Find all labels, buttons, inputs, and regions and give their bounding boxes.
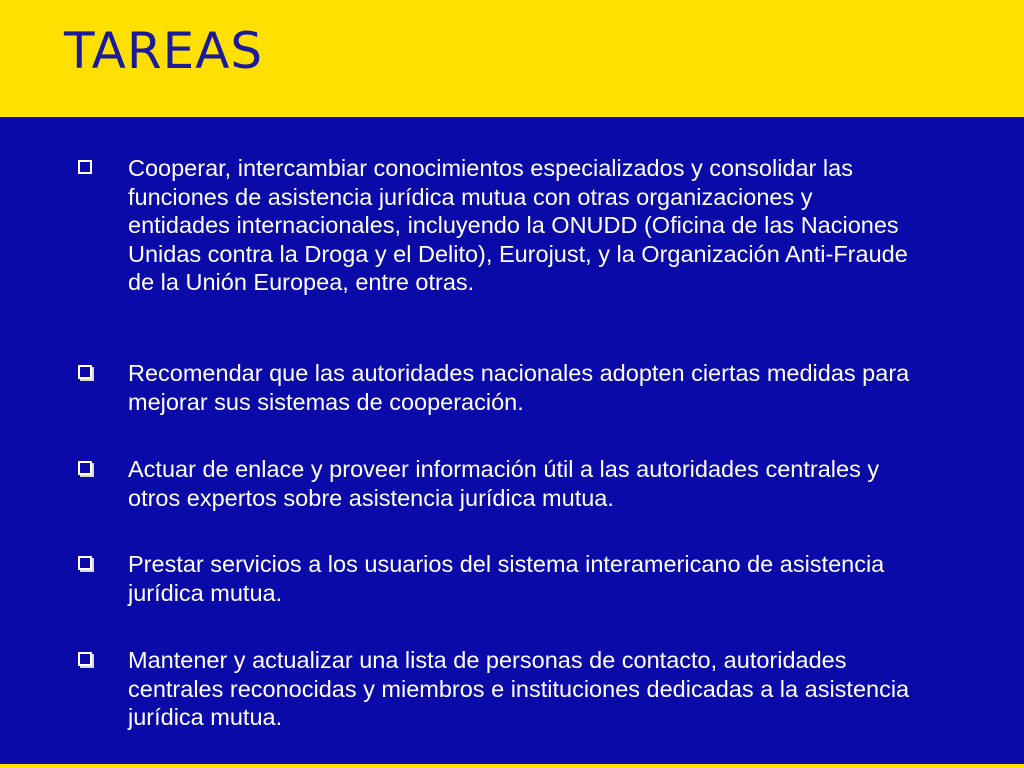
shadowed-square-icon (78, 461, 92, 475)
bullet-text: Mantener y actualizar una lista de personas de contacto, autoridades centrales reconocidas y miembros e instituciones dedicadas a la asistencia jurídica mutua. (128, 647, 910, 730)
shadowed-square-icon (78, 652, 92, 666)
bullet-text: Cooperar, intercambiar conocimientos especializados y consolidar las funciones de asistencia jurídica mutua con otras organizaciones y entidades internacionales, incluyendo la ONUDD (Oficina de las Naciones Unidas contra la Droga y el Delito), Eurojust, y la Organización Anti-Fraude de la Unión Europea, entre otras. (128, 155, 908, 295)
bullet-text: Prestar servicios a los usuarios del sistema interamericano de asistencia jurídica mutua. (128, 551, 885, 606)
hollow-square-icon (78, 160, 92, 174)
bullet-text: Recomendar que las autoridades nacionales adopten ciertas medidas para mejorar sus sistemas de cooperación. (128, 360, 910, 415)
bullet-text: Actuar de enlace y proveer información útil a las autoridades centrales y otros expertos sobre asistencia jurídica mutua. (128, 456, 880, 511)
shadowed-square-icon (78, 365, 92, 379)
bottom-rule (0, 764, 1024, 768)
slide-title: TAREAS (64, 22, 264, 80)
title-band (0, 0, 1024, 117)
shadowed-square-icon (78, 556, 92, 570)
